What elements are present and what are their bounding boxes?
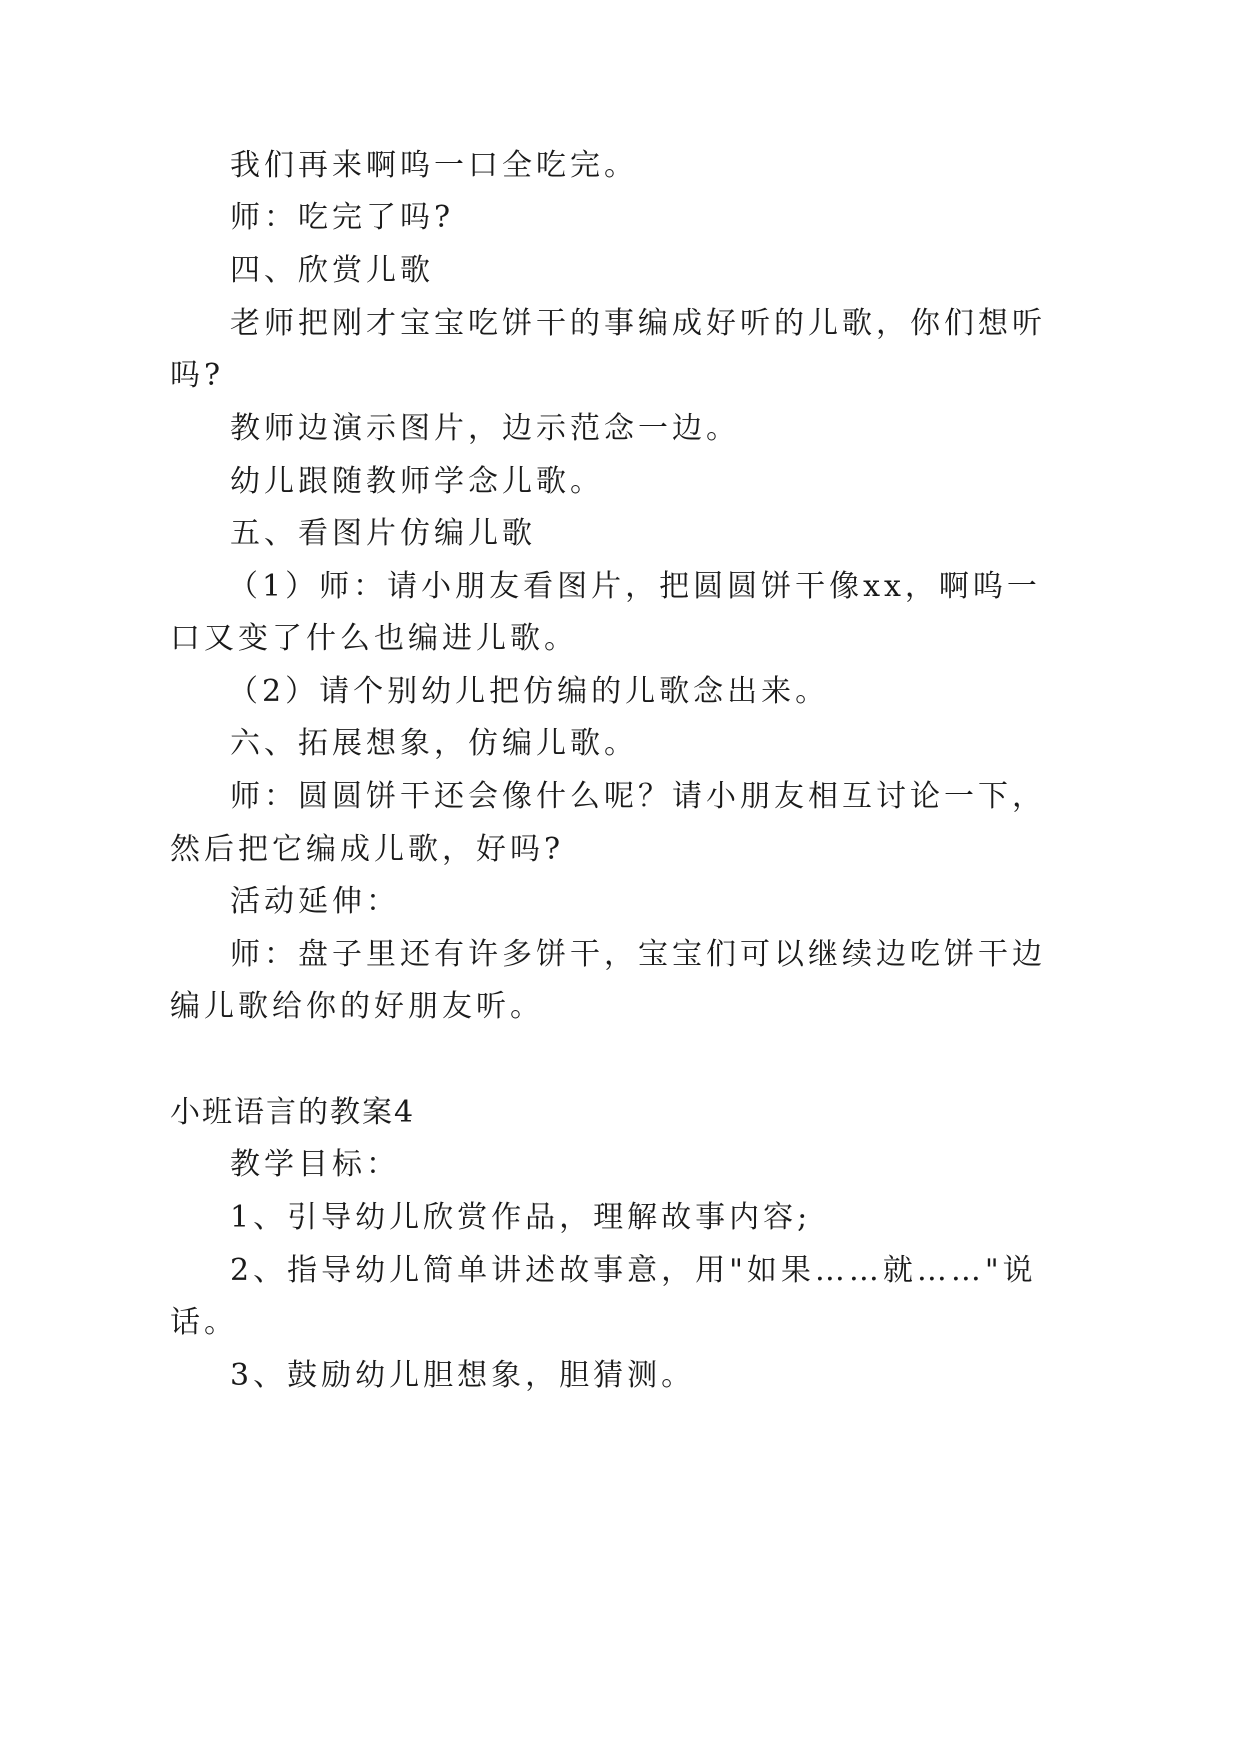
section-heading: 教学目标： <box>230 1147 400 1182</box>
paragraph-line: 然后把它编成儿歌，好吗? <box>170 832 565 867</box>
paragraph-line: 3、鼓励幼儿胆想象，胆猜测。 <box>230 1358 696 1393</box>
section-heading: 活动延伸： <box>230 884 400 919</box>
paragraph-line: （1）师：请小朋友看图片，把圆圆饼干像xx，啊呜一 <box>228 569 1041 604</box>
paragraph-line: 口又变了什么也编进儿歌。 <box>170 621 578 656</box>
paragraph-line: 吗? <box>170 358 225 393</box>
document-section-title: 小班语言的教案4 <box>170 1095 416 1130</box>
section-heading: 五、看图片仿编儿歌 <box>230 516 536 551</box>
paragraph-line: 1、引导幼儿欣赏作品，理解故事内容; <box>230 1200 812 1235</box>
paragraph-line: 师：吃完了吗? <box>230 200 455 235</box>
paragraph-line: 师：盘子里还有许多饼干，宝宝们可以继续边吃饼干边 <box>230 937 1046 972</box>
paragraph-line: 幼儿跟随教师学念儿歌。 <box>230 464 604 499</box>
paragraph-line: 教师边演示图片，边示范念一边。 <box>230 411 740 446</box>
paragraph-line: （2）请个别幼儿把仿编的儿歌念出来。 <box>228 674 830 709</box>
paragraph-line: 话。 <box>170 1305 238 1340</box>
section-heading: 六、拓展想象，仿编儿歌。 <box>230 726 638 761</box>
paragraph-line: 编儿歌给你的好朋友听。 <box>170 989 544 1024</box>
paragraph-line: 我们再来啊呜一口全吃完。 <box>230 148 638 183</box>
paragraph-line: 老师把刚才宝宝吃饼干的事编成好听的儿歌，你们想听 <box>230 306 1046 341</box>
section-heading: 四、欣赏儿歌 <box>230 253 434 288</box>
paragraph-line: 2、指导幼儿简单讲述故事意，用"如果……就……"说 <box>230 1253 1037 1288</box>
paragraph-line: 师：圆圆饼干还会像什么呢？请小朋友相互讨论一下， <box>230 779 1046 814</box>
